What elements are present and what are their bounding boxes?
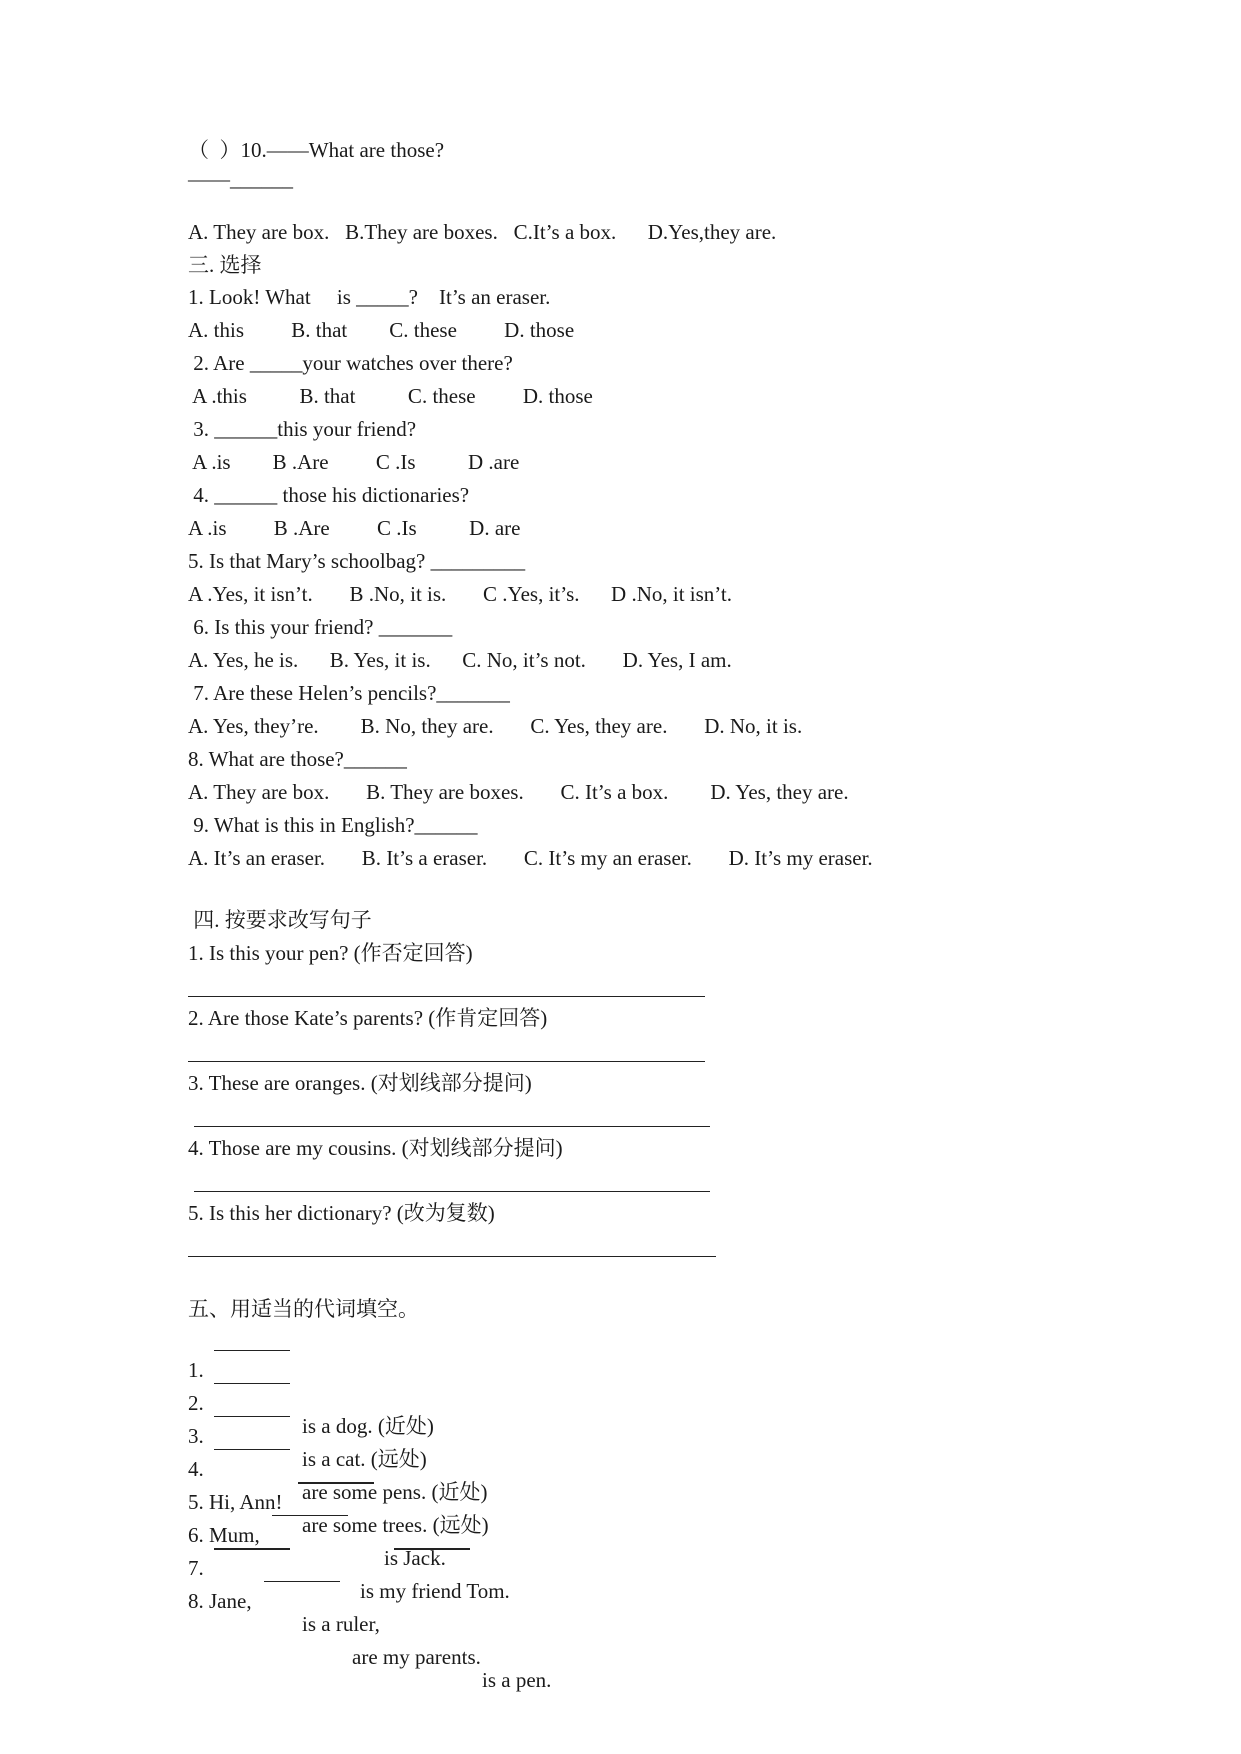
s3-options-7: A. Yes, they’re. B. No, they are. C. Yes, they are. D. No, it is.	[188, 714, 803, 738]
s5-blank-3	[214, 1416, 290, 1417]
s5-item-5-greeting: 5. Hi, Ann!	[188, 1490, 283, 1514]
s5-blank-7b	[394, 1548, 470, 1550]
s5-blank-7a	[214, 1548, 290, 1550]
s4-item-4: 4. Those are my cousins. (对划线部分提问)	[188, 1136, 563, 1160]
s3-question-9: 9. What is this in English?______	[188, 813, 478, 837]
s3-options-9: A. It’s an eraser. B. It’s a eraser. C. It’s my an eraser. D. It’s my eraser.	[188, 846, 873, 870]
s5-item-5-text: is Jack.	[384, 1546, 446, 1570]
s3-options-6: A. Yes, he is. B. Yes, it is. C. No, it’s not. D. Yes, I am.	[188, 648, 732, 672]
s5-item-1-text: is a dog. (近处)	[302, 1414, 434, 1438]
s5-item-4-text: are some trees. (远处)	[302, 1513, 489, 1537]
s3-question-2: 2. Are _____your watches over there?	[188, 351, 513, 375]
s3-options-4: A .is B .Are C .Is D. are	[188, 516, 521, 540]
s5-blank-4	[214, 1449, 290, 1450]
s4-answer-line-4	[194, 1191, 710, 1192]
s3-question-4: 4. ______ those his dictionaries?	[188, 483, 470, 507]
q10-stem: （ ）10.——What are those?	[188, 138, 445, 162]
section5-title: 五、用适当的代词填空。	[188, 1297, 419, 1321]
s5-blank-1	[214, 1350, 290, 1351]
s3-options-3: A .is B .Are C .Is D .are	[188, 450, 520, 474]
s5-item-3-number: 3.	[188, 1424, 204, 1448]
s3-question-7: 7. Are these Helen’s pencils?_______	[188, 681, 510, 705]
s5-item-7-text: is a pen.	[482, 1668, 552, 1692]
s3-options-2: A .this B. that C. these D. those	[188, 384, 593, 408]
s3-options-8: A. They are box. B. They are boxes. C. It’s a box. D. Yes, they are.	[188, 780, 849, 804]
s5-item-2-number: 2.	[188, 1391, 204, 1415]
s5-item-1-number: 1.	[188, 1358, 204, 1382]
s5-item-7-number: 7.	[188, 1556, 204, 1580]
s5-item-4-number: 4.	[188, 1457, 204, 1481]
s4-item-2: 2. Are those Kate’s parents? (作肯定回答)	[188, 1006, 548, 1030]
s5-item-3-text: are some pens. (近处)	[302, 1480, 488, 1504]
s3-question-6: 6. Is this your friend? _______	[188, 615, 453, 639]
s4-item-5: 5. Is this her dictionary? (改为复数)	[188, 1201, 495, 1225]
s5-blank-2	[214, 1383, 290, 1384]
s3-question-5: 5. Is that Mary’s schoolbag? _________	[188, 549, 526, 573]
q10-options: A. They are box. B.They are boxes. C.It’s a box. D.Yes,they are.	[188, 220, 777, 244]
s4-item-3: 3. These are oranges. (对划线部分提问)	[188, 1071, 532, 1095]
s3-question-1: 1. Look! What is _____? It’s an eraser.	[188, 285, 551, 309]
s5-blank-5	[298, 1482, 374, 1484]
s5-item-6-text: is my friend Tom.	[360, 1579, 510, 1603]
s3-options-5: A .Yes, it isn’t. B .No, it is. C .Yes, it’s. D .No, it isn’t.	[188, 582, 732, 606]
s5-item-1	[0, 1328, 1241, 1438]
s3-question-8: 8. What are those?______	[188, 747, 407, 771]
s4-answer-line-3	[194, 1126, 710, 1127]
s5-blank-6	[272, 1515, 348, 1516]
s5-item-8-text: are my parents.	[352, 1645, 481, 1669]
s4-item-1: 1. Is this your pen? (作否定回答)	[188, 941, 473, 965]
q10-answer-blank: ——______	[188, 167, 293, 191]
section3-title: 三. 选择	[188, 253, 262, 277]
s4-answer-line-2	[188, 1061, 705, 1062]
s4-answer-line-5	[188, 1256, 716, 1257]
s5-item-2-text: is a cat. (远处)	[302, 1447, 427, 1471]
s5-item-7-middle: is a ruler,	[302, 1612, 380, 1636]
s5-item-8-greeting: 8. Jane,	[188, 1589, 252, 1613]
section4-title: 四. 按要求改写句子	[188, 908, 372, 932]
s5-blank-8	[264, 1581, 340, 1582]
s3-question-3: 3. ______this your friend?	[188, 417, 417, 441]
s5-item-6-greeting: 6. Mum,	[188, 1523, 260, 1547]
s3-options-1: A. this B. that C. these D. those	[188, 318, 575, 342]
s4-answer-line-1	[188, 996, 705, 997]
